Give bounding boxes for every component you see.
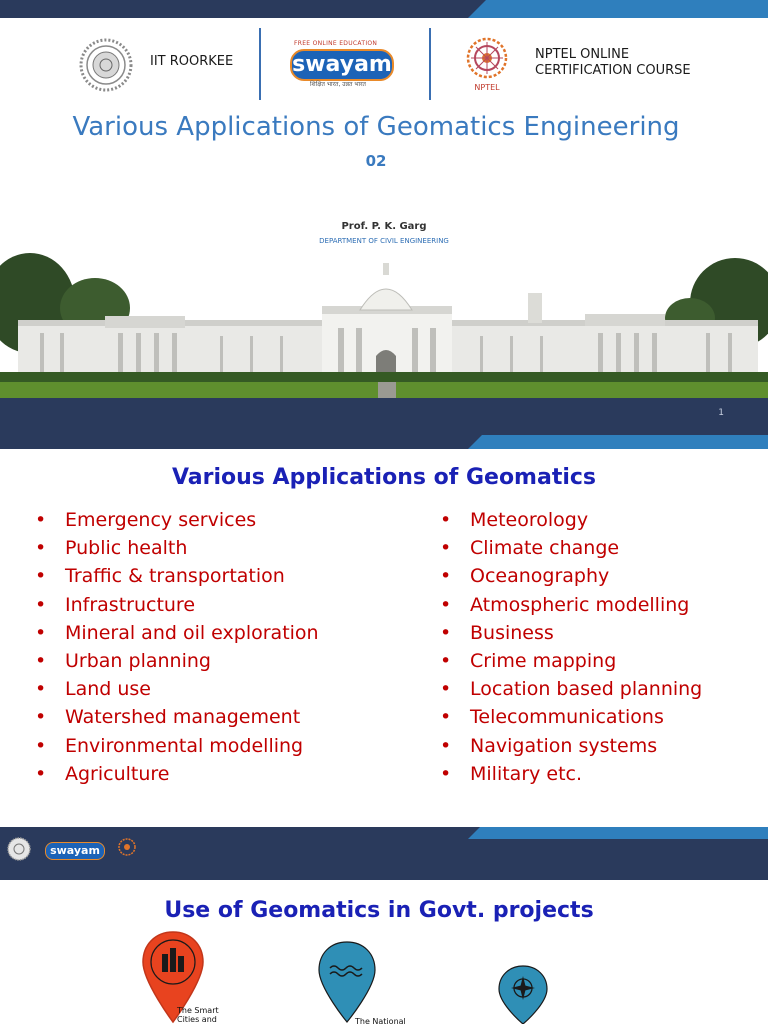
slide-title: Various Applications of Geomatics xyxy=(171,465,597,490)
list-item-text: Urban planning xyxy=(65,649,211,672)
top-band xyxy=(0,0,768,18)
list-item xyxy=(440,537,702,565)
pin-label-line: The Smart xyxy=(177,1006,219,1015)
list-item xyxy=(440,565,702,593)
list-item xyxy=(35,706,319,734)
list-item-text: Public health xyxy=(65,537,188,560)
nptel-logo xyxy=(462,36,512,94)
list-item xyxy=(440,762,702,791)
list-item-text: Atmospheric modelling xyxy=(470,593,690,616)
list-item-text: Oceanography xyxy=(470,565,610,588)
list-item-text: Land use xyxy=(65,678,152,701)
list-item xyxy=(35,593,319,622)
list-item-text: Climate change xyxy=(470,537,620,560)
iit-roorkee-label: IIT ROORKEE xyxy=(150,54,234,69)
bottom-band-accent xyxy=(468,435,768,449)
list-item-text: Infrastructure xyxy=(65,593,196,616)
national-mission-label xyxy=(355,1017,406,1024)
list-item-text: Business xyxy=(470,621,554,644)
nptel-course-label xyxy=(535,47,691,79)
list-item xyxy=(440,734,702,763)
list-item xyxy=(35,762,319,791)
list-item xyxy=(35,509,319,537)
list-item xyxy=(440,649,702,678)
nptel-logo-small xyxy=(116,837,138,861)
top-band-accent xyxy=(468,0,768,18)
bullet-icon: • xyxy=(440,509,452,531)
title-slide xyxy=(0,0,768,449)
bullet-icon: • xyxy=(35,706,47,729)
govt-projects-slide xyxy=(0,880,768,1024)
list-item xyxy=(440,678,703,706)
list-item xyxy=(440,593,702,622)
bullet-icon: • xyxy=(440,734,452,757)
bullet-icon: • xyxy=(440,706,452,729)
list-item xyxy=(35,621,319,650)
bullet-icon: • xyxy=(35,565,47,588)
swayam-logo-small: swayam xyxy=(45,842,105,860)
list-item-text: Meteorology xyxy=(470,509,589,531)
bullet-icon: • xyxy=(440,762,452,785)
list-item-text: Crime mapping xyxy=(470,649,617,672)
bullet-icon: • xyxy=(440,593,452,616)
bullet-icon: • xyxy=(440,621,452,644)
lecture-title: Various Applications of Geomatics Engineering xyxy=(72,112,680,142)
department-name: DEPARTMENT OF CIVIL ENGINEERING xyxy=(319,237,449,245)
nptel-line2: CERTIFICATION COURSE xyxy=(535,63,691,78)
logo-divider xyxy=(429,28,431,100)
bullet-icon: • xyxy=(35,509,47,531)
list-item xyxy=(440,621,702,650)
list-item-text: Watershed management xyxy=(65,706,301,729)
bullet-icon: • xyxy=(440,537,452,560)
list-item-text: Military etc. xyxy=(470,762,583,785)
iit-roorkee-logo-small xyxy=(7,837,31,861)
list-item-text: Location based planning xyxy=(470,678,703,701)
swayam-logo xyxy=(286,40,402,90)
smart-cities-label xyxy=(177,1006,219,1024)
applications-list-left xyxy=(35,509,319,791)
swayam-caption: शिक्षित भारत, उन्नत भारत xyxy=(310,81,366,88)
page-number: 1 xyxy=(718,408,724,418)
footer-band xyxy=(0,827,768,880)
list-item-text: Emergency services xyxy=(65,509,257,531)
list-item-text: Telecommunications xyxy=(470,706,664,729)
nptel-logo-text: NPTEL xyxy=(474,83,500,92)
professor-name: Prof. P. K. Garg xyxy=(341,221,427,232)
bullet-icon: • xyxy=(440,649,452,672)
list-item xyxy=(35,649,319,678)
list-item xyxy=(35,678,319,706)
list-item xyxy=(35,537,319,565)
logo-divider xyxy=(259,28,261,100)
national-mission-pin-icon xyxy=(316,940,378,1024)
slide-title: Use of Geomatics in Govt. projects xyxy=(164,898,594,923)
applications-list-right xyxy=(440,509,703,791)
applications-slide xyxy=(0,449,768,880)
list-item xyxy=(440,706,702,734)
list-item-text: Environmental modelling xyxy=(65,734,304,757)
swayam-tagline: FREE ONLINE EDUCATION xyxy=(294,40,378,47)
swayam-wordmark: swayam xyxy=(290,49,394,81)
list-item-text: Agriculture xyxy=(65,762,170,785)
list-item xyxy=(440,509,702,537)
bullet-icon: • xyxy=(35,678,47,701)
list-item-text: Traffic & transportation xyxy=(65,565,285,588)
list-item-text: Mineral and oil exploration xyxy=(65,621,319,644)
list-item xyxy=(35,565,319,593)
bullet-icon: • xyxy=(35,621,47,644)
bullet-icon: • xyxy=(35,537,47,560)
footer-band-accent xyxy=(468,827,768,839)
list-item xyxy=(35,734,319,763)
bullet-icon: • xyxy=(35,649,47,672)
bullet-icon: • xyxy=(35,734,47,757)
list-item-text: Navigation systems xyxy=(470,734,658,757)
main-building-photo xyxy=(0,248,768,398)
bottom-band xyxy=(0,398,768,449)
bullet-icon: • xyxy=(35,593,47,616)
iit-roorkee-logo xyxy=(79,38,133,92)
navigation-pin-icon xyxy=(497,964,549,1024)
pin-label-line: Cities and xyxy=(177,1015,217,1024)
nptel-line1: NPTEL ONLINE xyxy=(535,47,630,62)
bullet-icon: • xyxy=(35,762,47,785)
bullet-icon: • xyxy=(440,565,452,588)
lecture-number: 02 xyxy=(365,152,387,170)
bullet-icon: • xyxy=(440,678,452,701)
pin-label-line: The National xyxy=(355,1017,406,1024)
